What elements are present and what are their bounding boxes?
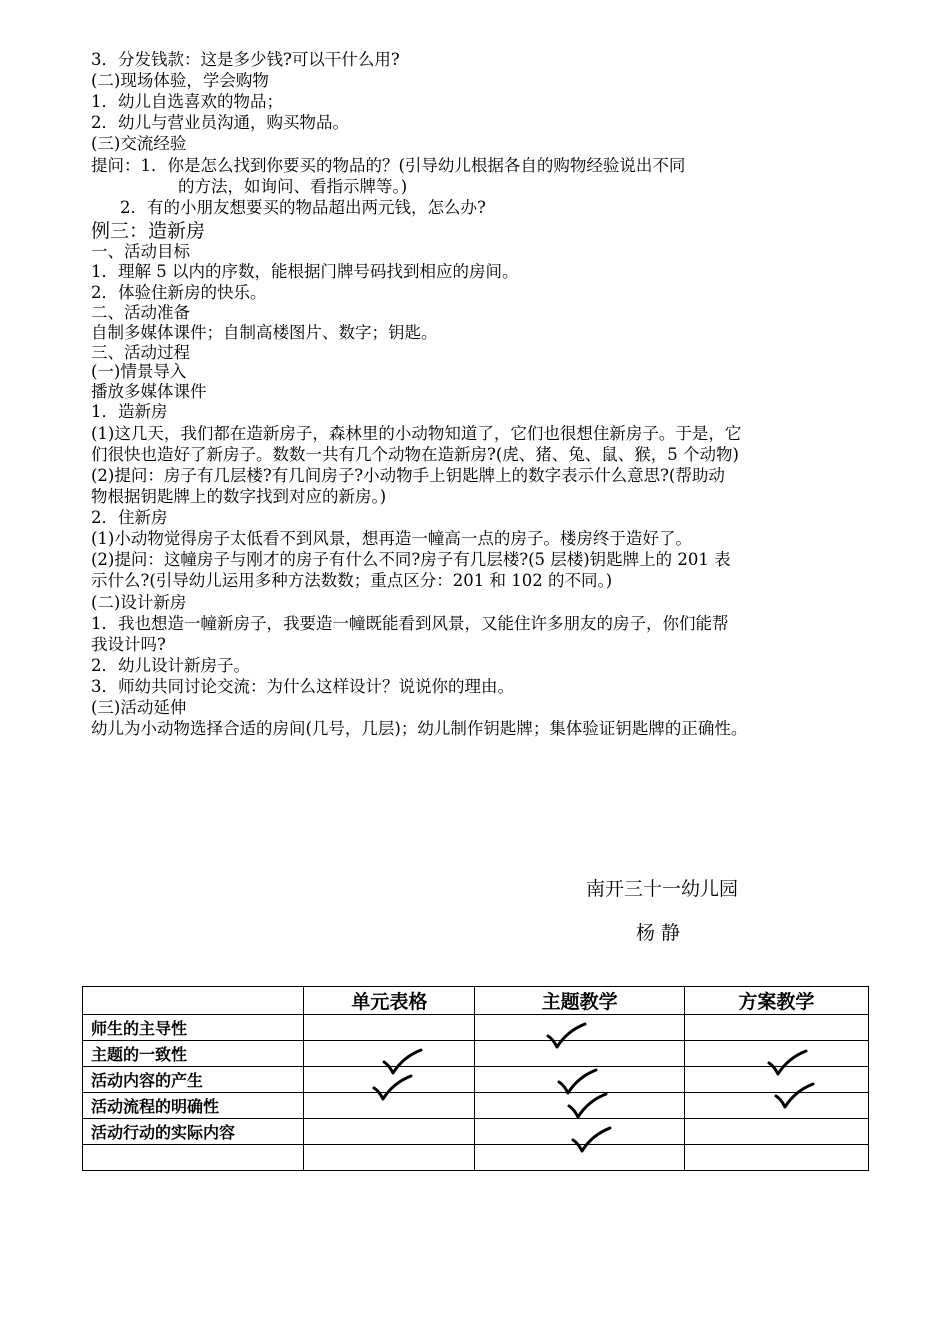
table-row	[83, 1119, 869, 1145]
table-row	[83, 1015, 869, 1041]
text-line: 提问：1．你是怎么找到你要买的物品的？(引导幼儿根据各自的购物经验说出不同	[91, 156, 686, 175]
text-line: 示什么?(引导幼儿运用多种方法数数；重点区分：201 和 102 的不同。)	[91, 571, 613, 590]
text-line: 播放多媒体课件	[91, 382, 207, 401]
table-header: 主题教学	[475, 987, 684, 1015]
check-icon	[570, 1126, 612, 1154]
text-line: (二)现场体验，学会购物	[91, 71, 269, 90]
table-header	[83, 987, 304, 1015]
table-cell	[684, 1015, 868, 1041]
text-line: (二)设计新房	[91, 593, 187, 612]
table-cell	[684, 1145, 868, 1171]
signature-school: 南开三十一幼儿园	[586, 878, 739, 900]
text-line: 二、活动准备	[91, 303, 190, 322]
text-line: 幼儿为小动物选择合适的房间(几号，几层)；幼儿制作钥匙牌；集体验证钥匙牌的正确性。	[91, 719, 748, 738]
check-icon	[773, 1082, 815, 1110]
text-line: (1)这几天，我们都在造新房子，森林里的小动物知道了，它们也很想住新房子。于是，它	[91, 424, 742, 443]
table-row	[83, 1145, 869, 1171]
check-icon	[381, 1048, 423, 1076]
check-icon	[766, 1049, 808, 1077]
text-line: 我设计吗?	[91, 635, 166, 654]
text-line: 3．师幼共同讨论交流：为什么这样设计？说说你的理由。	[91, 677, 514, 696]
check-icon	[545, 1022, 587, 1050]
signature-author: 杨 静	[636, 922, 681, 944]
text-line: 一、活动目标	[91, 242, 190, 261]
comparison-table	[82, 986, 869, 1171]
table-row-label	[83, 1145, 304, 1171]
table-row-label: 师生的主导性	[83, 1015, 304, 1041]
text-line: 1．我也想造一幢新房子，我要造一幢既能看到风景，又能住许多朋友的房子，你们能帮	[91, 614, 729, 633]
text-line: 2．幼儿与营业员沟通，购买物品。	[91, 113, 349, 132]
table-header-row	[83, 987, 869, 1015]
text-line: (2)提问：房子有几层楼?有几间房子?小动物手上钥匙牌上的数字表示什么意思?(帮助动	[91, 466, 725, 485]
text-line: (一)情景导入	[91, 362, 187, 381]
text-line: (三)交流经验	[91, 134, 187, 153]
table-row-label: 主题的一致性	[83, 1041, 304, 1067]
table-row	[83, 1041, 869, 1067]
table-cell	[684, 1119, 868, 1145]
table-row	[83, 1067, 869, 1093]
text-line: 们很快也造好了新房子。数数一共有几个动物在造新房?(虎、猪、兔、鼠、猴，5 个动物)	[91, 445, 739, 464]
text-line: (1)小动物觉得房子太低看不到风景，想再造一幢高一点的房子。楼房终于造好了。	[91, 529, 692, 548]
text-line: 1．理解 5 以内的序数，能根据门牌号码找到相应的房间。	[91, 262, 519, 281]
section-heading: 例三：造新房	[91, 220, 206, 242]
text-line: 3．分发钱款：这是多少钱?可以干什么用?	[91, 50, 400, 69]
table-cell	[304, 1015, 475, 1041]
text-line: 的方法，如询问、看指示牌等。)	[178, 177, 408, 196]
text-line: (三)活动延伸	[91, 698, 187, 717]
text-line: 1．造新房	[91, 402, 168, 421]
table-row-label: 活动行动的实际内容	[83, 1119, 304, 1145]
text-line: 1．幼儿自选喜欢的物品；	[91, 92, 283, 111]
text-line: 2．幼儿设计新房子。	[91, 656, 250, 675]
text-line: 2．体验住新房的快乐。	[91, 283, 267, 302]
text-line: 三、活动过程	[91, 343, 190, 362]
text-line: (2)提问：这幢房子与刚才的房子有什么不同?房子有几层楼?(5 层楼)钥匙牌上的 201 表	[91, 550, 731, 569]
text-line: 物根据钥匙牌上的数字找到对应的新房。)	[91, 487, 387, 506]
table-row-label: 活动流程的明确性	[83, 1093, 304, 1119]
text-line: 2．有的小朋友想要买的物品超出两元钱，怎么办?	[120, 198, 486, 217]
table-header: 方案教学	[684, 987, 868, 1015]
table-header: 单元表格	[304, 987, 475, 1015]
table-cell	[304, 1119, 475, 1145]
table-row	[83, 1093, 869, 1119]
text-line: 自制多媒体课件；自制高楼图片、数字；钥匙。	[91, 323, 438, 342]
check-icon	[566, 1092, 608, 1120]
table-row-label: 活动内容的产生	[83, 1067, 304, 1093]
table-cell	[304, 1145, 475, 1171]
check-icon	[371, 1074, 413, 1102]
text-line: 2．住新房	[91, 508, 168, 527]
